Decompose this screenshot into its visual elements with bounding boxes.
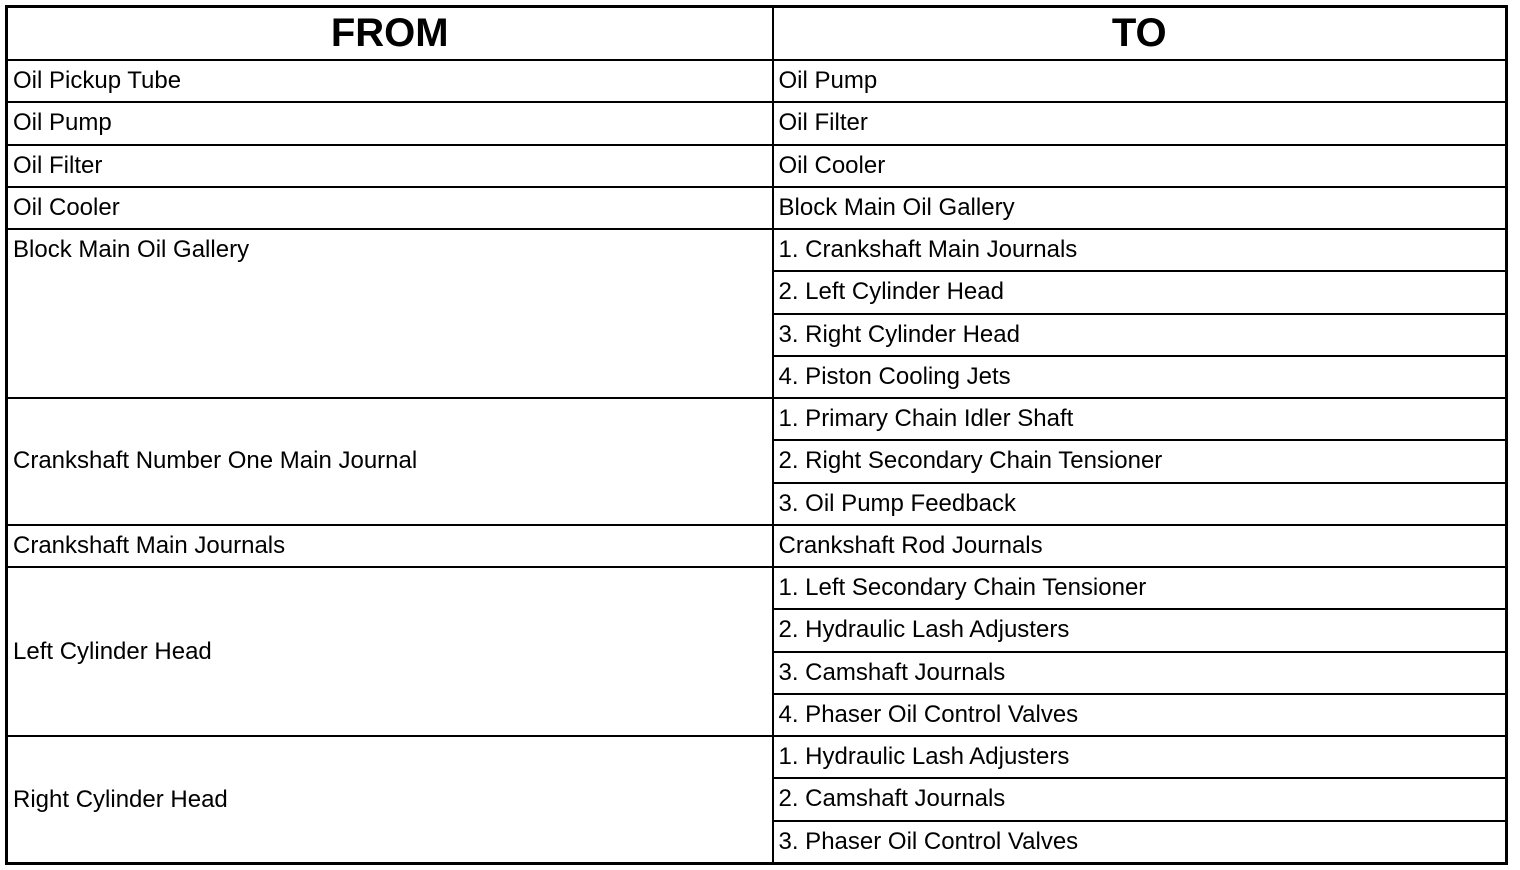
- table-row: [7, 102, 1507, 144]
- to-cell: 1. Crankshaft Main Journals: [773, 229, 1507, 271]
- to-cell: 2. Hydraulic Lash Adjusters: [773, 609, 1507, 651]
- to-cell: Crankshaft Rod Journals: [773, 525, 1507, 567]
- from-cell: Oil Pump: [7, 102, 773, 144]
- to-cell: 4. Piston Cooling Jets: [773, 356, 1507, 398]
- table-row: [7, 567, 1507, 609]
- table-row: [7, 398, 1507, 440]
- table-row: [7, 229, 1507, 271]
- oil-flow-table: [5, 5, 1508, 865]
- to-cell: 1. Left Secondary Chain Tensioner: [773, 567, 1507, 609]
- from-cell: Oil Pickup Tube: [7, 60, 773, 102]
- from-cell: Crankshaft Main Journals: [7, 525, 773, 567]
- to-cell: Oil Filter: [773, 102, 1507, 144]
- table-body: [7, 60, 1507, 864]
- table-row: [7, 60, 1507, 102]
- to-cell: 3. Camshaft Journals: [773, 652, 1507, 694]
- from-column-header: FROM: [7, 7, 773, 61]
- to-cell: 1. Hydraulic Lash Adjusters: [773, 736, 1507, 778]
- to-cell: 2. Camshaft Journals: [773, 778, 1507, 820]
- from-cell: Oil Cooler: [7, 187, 773, 229]
- table-row: [7, 145, 1507, 187]
- header-row: [7, 7, 1507, 61]
- from-cell: Left Cylinder Head: [7, 567, 773, 736]
- to-cell: 1. Primary Chain Idler Shaft: [773, 398, 1507, 440]
- table-row: [7, 525, 1507, 567]
- from-cell: Crankshaft Number One Main Journal: [7, 398, 773, 525]
- table-row: [7, 187, 1507, 229]
- to-cell: 4. Phaser Oil Control Valves: [773, 694, 1507, 736]
- from-cell: Block Main Oil Gallery: [7, 229, 773, 398]
- table-row: [7, 736, 1507, 778]
- to-cell: 3. Oil Pump Feedback: [773, 483, 1507, 525]
- to-cell: 3. Phaser Oil Control Valves: [773, 821, 1507, 864]
- to-column-header: TO: [773, 7, 1507, 61]
- to-cell: 2. Left Cylinder Head: [773, 271, 1507, 313]
- from-cell: Right Cylinder Head: [7, 736, 773, 864]
- to-cell: Oil Cooler: [773, 145, 1507, 187]
- from-cell: Oil Filter: [7, 145, 773, 187]
- to-cell: Block Main Oil Gallery: [773, 187, 1507, 229]
- to-cell: 3. Right Cylinder Head: [773, 314, 1507, 356]
- to-cell: 2. Right Secondary Chain Tensioner: [773, 440, 1507, 482]
- to-cell: Oil Pump: [773, 60, 1507, 102]
